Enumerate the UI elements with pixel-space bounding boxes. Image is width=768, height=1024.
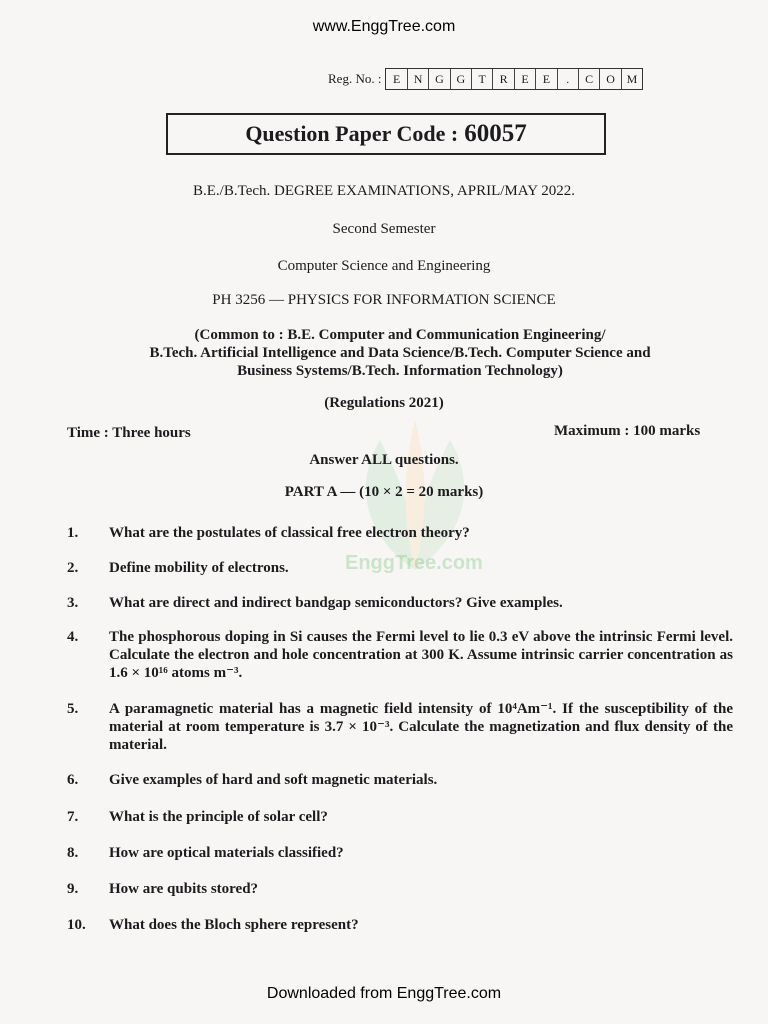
question-item xyxy=(67,916,733,934)
paper-code: 60057 xyxy=(464,120,527,147)
time-allowed: Time : Three hours xyxy=(67,425,191,441)
question-number: 4. xyxy=(67,629,79,645)
question-item xyxy=(67,628,733,682)
reg-box: M xyxy=(626,71,638,86)
question-text: What are the postulates of classical free electron theory? xyxy=(109,525,470,541)
subject: PH 3256 — PHYSICS FOR INFORMATION SCIENCE xyxy=(212,292,556,308)
footer-download-link[interactable]: Downloaded from EnggTree.com xyxy=(266,985,502,1002)
branch: Computer Science and Engineering xyxy=(277,258,491,274)
reg-box: G xyxy=(451,69,472,89)
question-item xyxy=(67,594,733,612)
reg-no-boxes xyxy=(385,68,643,90)
question-number: 8. xyxy=(67,845,79,861)
part-heading: PART A — (10 × 2 = 20 marks) xyxy=(284,484,484,500)
question-text: How are qubits stored? xyxy=(109,881,259,897)
question-text: What is the principle of solar cell? xyxy=(109,809,328,825)
common-line: B.Tech. Artificial Intelligence and Data Science/B.Tech. Computer Science and xyxy=(149,345,651,361)
question-text: What does the Bloch sphere represent? xyxy=(109,917,359,933)
reg-box: T xyxy=(472,69,493,89)
reg-box: E xyxy=(536,69,557,89)
common-to-note xyxy=(60,326,740,380)
question-text: A paramagnetic material has a magnetic field intensity of 10⁴Am⁻¹. If the susceptibility of the material at room temperature is 3.7 × 10⁻³. Calculate the magnetization and flux density of the material. xyxy=(109,701,733,753)
question-number: 3. xyxy=(67,595,79,611)
question-text: What are direct and indirect bandgap semiconductors? Give examples. xyxy=(109,595,563,611)
question-text: Give examples of hard and soft magnetic materials. xyxy=(109,772,438,788)
question-text: Define mobility of electrons. xyxy=(109,560,289,576)
reg-box: . xyxy=(558,69,579,89)
maximum-marks: Maximum : 100 marks xyxy=(554,423,701,439)
question-item xyxy=(67,524,733,542)
reg-box: O xyxy=(600,69,621,89)
question-number: 7. xyxy=(67,809,79,825)
common-line: Business Systems/B.Tech. Information Technology) xyxy=(237,363,563,379)
question-item xyxy=(67,700,733,754)
question-item xyxy=(67,559,733,577)
question-item xyxy=(67,771,733,789)
question-text: The phosphorous doping in Si causes the Fermi level to lie 0.3 eV above the intrinsic Fermi level. Calculate the electron and hole concentration at 300 K. Assume intrinsic carrier concentration as 1.6 × 10¹⁶ atoms m⁻³. xyxy=(109,629,733,681)
question-number: 6. xyxy=(67,772,79,788)
question-paper-code-box xyxy=(166,113,606,155)
reg-no-row xyxy=(328,68,643,90)
watermark-text: EnggTree.com xyxy=(345,552,483,574)
question-number: 5. xyxy=(67,701,79,717)
question-item xyxy=(67,880,733,898)
site-header[interactable]: www.EnggTree.com xyxy=(312,18,456,35)
reg-box: R xyxy=(493,69,514,89)
reg-box: C xyxy=(579,69,600,89)
question-number: 9. xyxy=(67,881,79,897)
question-number: 2. xyxy=(67,560,79,576)
exam-title: B.E./B.Tech. DEGREE EXAMINATIONS, APRIL/MAY 2022. xyxy=(192,183,575,199)
reg-box: E xyxy=(515,69,536,89)
reg-box: E xyxy=(386,69,407,89)
reg-box: N xyxy=(408,69,429,89)
question-number: 10. xyxy=(67,917,86,933)
reg-box: G xyxy=(429,69,450,89)
question-text: How are optical materials classified? xyxy=(109,845,344,861)
question-item xyxy=(67,808,733,826)
question-item xyxy=(67,844,733,862)
reg-no-label: Reg. No. : xyxy=(328,71,382,86)
regulations: (Regulations 2021) xyxy=(324,395,444,411)
semester: Second Semester xyxy=(332,221,436,237)
paper-code-label: Question Paper Code : xyxy=(245,121,459,146)
instruction: Answer ALL questions. xyxy=(309,452,459,468)
question-number: 1. xyxy=(67,525,79,541)
common-line: (Common to : B.E. Computer and Communication Engineering/ xyxy=(194,327,606,343)
